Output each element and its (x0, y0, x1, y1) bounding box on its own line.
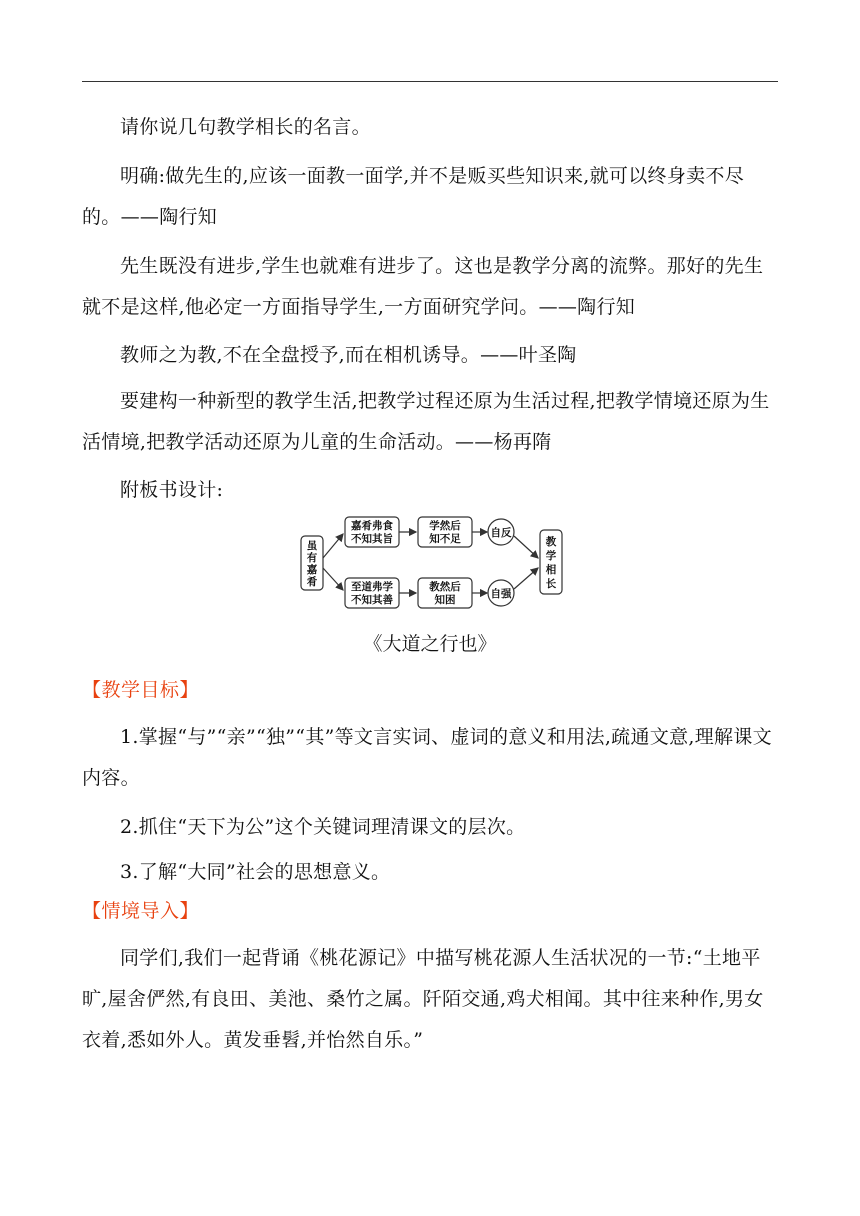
paragraph-board-design: 附板书设计: (120, 479, 224, 501)
diagram-bottom-box-1-line: 至道弗学 (351, 581, 393, 593)
goal-item: 3.了解“大同”社会的思想意义。 (120, 861, 391, 883)
diagram-arrow (514, 568, 538, 589)
diagram-bottom-circle-label: 自强 (490, 588, 512, 600)
diagram-right-char: 长 (545, 578, 557, 590)
diagram-left-char: 虽 (306, 540, 318, 552)
diagram-right-char: 相 (545, 564, 557, 576)
top-rule (82, 81, 778, 82)
diagram-left-char: 嘉 (306, 564, 318, 576)
diagram-arrow (514, 536, 538, 558)
diagram-arrow (323, 534, 343, 558)
diagram-right-char: 教 (545, 536, 557, 548)
diagram-left-char: 有 (306, 552, 318, 564)
paragraph-quote-ye: 教师之为教,不在全盘授予,而在相机诱导。——叶圣陶 (120, 344, 577, 366)
board-design-diagram (296, 508, 568, 610)
paragraph-quote-yang: 要建构一种新型的教学生活,把教学过程还原为生活过程,把教学情境还原为生活情境,把教学活动还原为儿童的生命活动。——杨再隋 (82, 390, 770, 453)
diagram-top-circle-label: 自反 (490, 527, 512, 539)
diagram-bottom-box-1-line: 不知其善 (351, 594, 393, 606)
paragraph-quote-tao-2: 先生既没有进步,学生也就难有进步了。这也是教学分离的流弊。那好的先生就不是这样,他必定一方面指导学生,一方面研究学问。——陶行知 (82, 255, 764, 318)
diagram-top-box-1-line: 嘉肴弗食 (351, 520, 393, 532)
diagram-top-box-2-line: 知不足 (429, 533, 461, 545)
heading-scene-intro: 【情境导入】 (82, 900, 200, 922)
diagram-top-box-2-line: 学然后 (429, 520, 461, 532)
diagram-arrow (323, 568, 343, 590)
paragraph-question: 请你说几句教学相长的名言。 (120, 116, 371, 138)
paragraph-intro: 同学们,我们一起背诵《桃花源记》中描写桃花源人生活状况的一节:“土地平旷,屋舍俨然,有良田、美池、桑竹之属。阡陌交通,鸡犬相闻。其中往来种作,男女衣着,悉如外人。黄发垂髫,并怡然自乐。” (82, 947, 764, 1051)
diagram-bottom-box-2-line: 知困 (434, 594, 456, 606)
paragraph-quote-tao-1: 明确:做先生的,应该一面教一面学,并不是贩买些知识来,就可以终身卖不尽的。——陶行知 (82, 165, 745, 228)
diagram-bottom-box-2-line: 教然后 (429, 581, 461, 593)
diagram-left-char: 肴 (306, 576, 318, 588)
diagram-right-char: 学 (545, 550, 557, 562)
section-title: 《大道之行也》 (363, 633, 497, 655)
diagram-top-box-1-line: 不知其旨 (351, 533, 393, 545)
goal-item: 2.抓住“天下为公”这个关键词理清课文的层次。 (120, 816, 526, 838)
goal-item: 1.掌握“与”“亲”“独”“其”等文言实词、虚词的意义和用法,疏通文意,理解课文内容。 (82, 726, 772, 789)
heading-teaching-goals: 【教学目标】 (82, 679, 200, 701)
